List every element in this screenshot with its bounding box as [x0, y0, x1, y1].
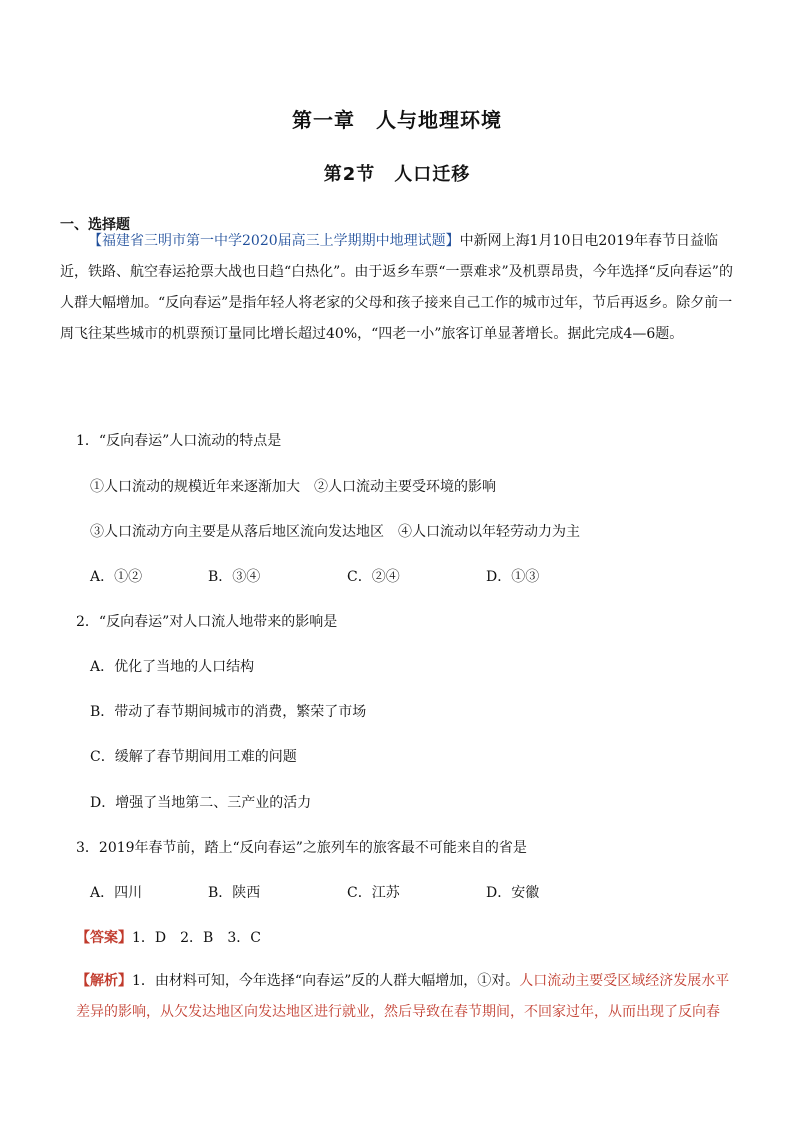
question-1-option-b: B．③④	[208, 569, 261, 585]
question-1-option-c: C．②④	[347, 569, 400, 585]
analysis-text-1: 1．由材料可知，今年选择“向春运”	[132, 973, 352, 989]
part-heading: 一、选择题	[60, 217, 130, 233]
question-2-option-d: D．增强了当地第二、三产业的活力	[90, 795, 312, 811]
analysis-paragraph	[76, 966, 736, 1028]
analysis-text-2: 反的人群大幅增加，①对。	[351, 973, 520, 989]
question-1-statements-1: ①人口流动的规模近年来逐渐加大 ②人口流动主要受环境的影响	[90, 479, 496, 495]
material-text: 中新网上海1月10日电2019年春节日益临近，铁路、航空春运抢票大战也日趋“白热化”。由于返乡车票“一票难求”及机票昂贵，今年选择“反向春运”的人群大幅增加。“反向春运”是指年轻人将老家的父母和孩子接来自己工作的城市过年，节后再返乡。除夕前一周飞往某些城市的机票预订量同比增长超过40%，“四老一小”旅客订单显著增长。据此完成4—6题。	[60, 233, 733, 342]
answer-label: 【答案】	[76, 930, 132, 946]
question-2-option-a: A．优化了当地的人口结构	[90, 659, 255, 675]
question-3-stem: 3．2019年春节前，踏上“反向春运”之旅列车的旅客最不可能来自的省是	[76, 840, 527, 856]
question-1-option-d: D．①③	[486, 569, 540, 585]
material-source: 【福建省三明市第一中学2020届高三上学期期中地理试题】	[88, 233, 460, 249]
analysis-text-3: 人口流动主要受区域经济发展水平差异的影响，从欠发达地区向发达地区进行就业，然后导致在春节期间，不回家过年，从而出现了反向春	[76, 973, 730, 1020]
question-2-option-b: B．带动了春节期间城市的消费，繁荣了市场	[90, 704, 367, 720]
question-3-option-c: C．江苏	[347, 885, 400, 901]
question-2-option-c: C．缓解了春节期间用工难的问题	[90, 749, 297, 765]
answer-line	[76, 927, 261, 947]
section-title: 第2节 人口迁移	[323, 164, 471, 185]
question-2-stem: 2．“反向春运”对人口流人地带来的影响是	[76, 614, 338, 630]
question-3-option-b: B．陕西	[208, 885, 261, 901]
answer-text: 1．D 2．B 3．C	[132, 930, 261, 946]
question-3-option-a: A．四川	[90, 885, 143, 901]
question-1-statements-2: ③人口流动方向主要是从落后地区流向发达地区 ④人口流动以年轻劳动力为主	[90, 524, 580, 540]
material-paragraph	[60, 226, 734, 350]
chapter-title: 第一章 人与地理环境	[292, 108, 502, 132]
question-1-stem: 1．“反向春运”人口流动的特点是	[76, 433, 282, 449]
question-3-option-d: D．安徽	[486, 885, 540, 901]
question-1-option-a: A．①②	[90, 569, 143, 585]
analysis-label: 【解析】	[76, 973, 132, 989]
